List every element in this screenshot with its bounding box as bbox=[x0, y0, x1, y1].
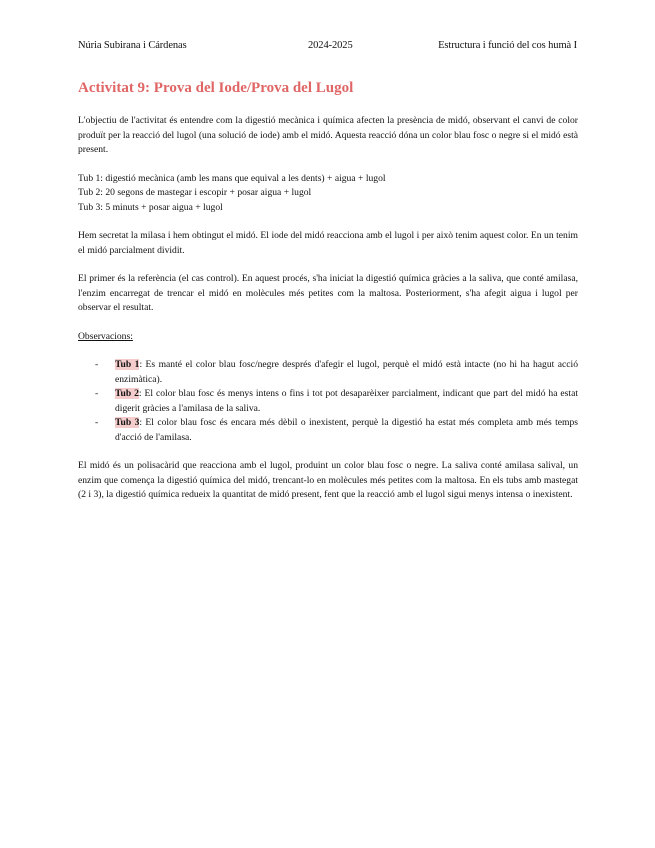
list-dash: - bbox=[95, 388, 99, 399]
procedure-paragraph: El primer és la referència (el cas control). En aquest procés, s'ha iniciat la digestió química gràcies a la saliva, que conté amilasa, l'enzim encarregat de trencar el midó en molècules més petites com la maltosa. Posteriorment, s'ha afegit aigua i lugol per observar el resultat. bbox=[78, 273, 578, 313]
observation-text: : El color blau fosc és menys intens o fins i tot pot desaparèixer parcialment, indicant que part del midó ha estat digerit gràcies a l'amilasa de la saliva. bbox=[115, 388, 578, 414]
result-paragraph: Hem secretat la milasa i hem obtingut el midó. El iode del midó reacciona amb el lugol i per això tenim aquest color. En un tenim el midó parcialment dividit. bbox=[78, 230, 578, 256]
observation-item bbox=[78, 387, 578, 416]
observation-tag: Tub 3 bbox=[115, 417, 140, 428]
header-course: Estructura i funció del cos humà I bbox=[438, 40, 577, 51]
observations-heading: Observacions: bbox=[78, 330, 133, 342]
observation-item bbox=[78, 416, 578, 445]
list-dash: - bbox=[95, 359, 99, 370]
header-year: 2024-2025 bbox=[308, 40, 353, 51]
observation-tag: Tub 2 bbox=[115, 388, 139, 399]
observations-list bbox=[78, 358, 578, 445]
observation-tag: Tub 1 bbox=[115, 359, 140, 370]
page-header bbox=[78, 40, 577, 54]
activity-title: Activitat 9: Prova del Iode/Prova del Lugol bbox=[78, 80, 354, 96]
conclusion-paragraph: El midó és un polisacàrid que reacciona amb el lugol, produint un color blau fosc o negre. La saliva conté amilasa salival, un enzim que comença la digestió química del midó, trencant-lo en molècules més petites com la maltosa. En els tubs amb mastegat (2 i 3), la digestió química redueix la quantitat de midó present, fent que la reacció amb el lugol sigui menys intensa o inexistent. bbox=[78, 460, 578, 500]
tub-line: Tub 3: 5 minuts + posar aigua + lugol bbox=[78, 201, 223, 213]
intro-paragraph: L'objectiu de l'activitat és entendre com la digestió mecànica i química afecten la presència de midó, observant el canvi de color produït per la reacció del lugol (una solució de iode) amb el midó. Aquesta reacció dóna un color blau fosc o negre si el midó està present. bbox=[78, 115, 578, 155]
observation-item bbox=[78, 358, 578, 387]
document-body bbox=[78, 78, 578, 517]
observation-text: : Es manté el color blau fosc/negre després d'afegir el lugol, perquè el midó està intacte (no hi ha hagut acció enzimàtica). bbox=[115, 359, 578, 385]
tub-line: Tub 1: digestió mecànica (amb les mans que equival a les dents) + aigua + lugol bbox=[78, 172, 386, 184]
header-author: Núria Subirana i Cárdenas bbox=[78, 40, 187, 51]
tubs-list bbox=[78, 172, 578, 216]
observation-text: : El color blau fosc és encara més dèbil o inexistent, perquè la digestió ha estat més completa amb més temps d'acció de l'amilasa. bbox=[115, 417, 578, 443]
list-dash: - bbox=[95, 417, 99, 428]
tub-line: Tub 2: 20 segons de mastegar i escopir + posar aigua + lugol bbox=[78, 187, 312, 198]
